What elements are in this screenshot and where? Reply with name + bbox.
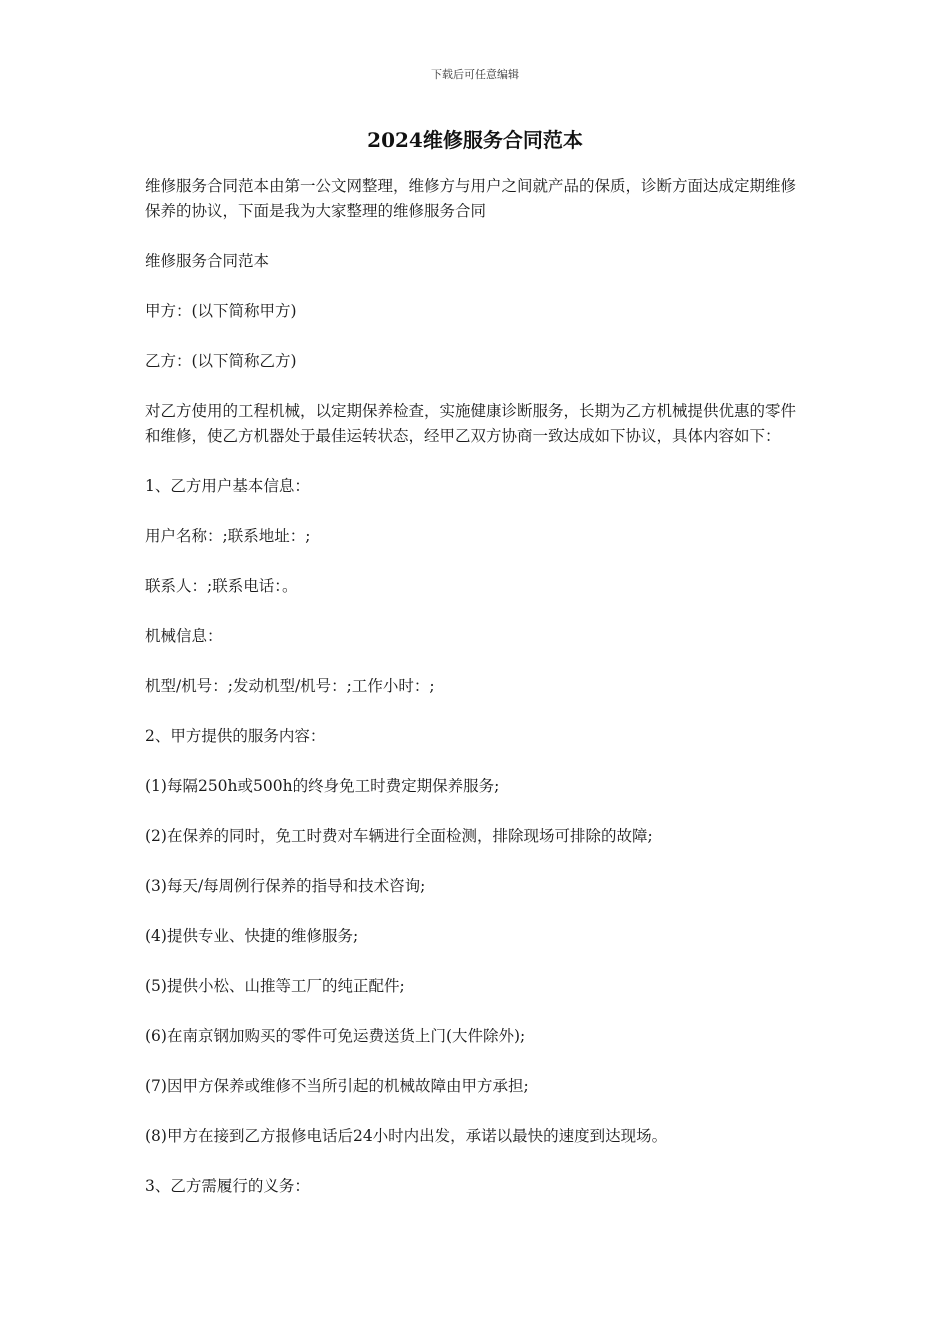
header-note: 下载后可任意编辑 [431, 68, 519, 81]
paragraph-party-a: 甲方：(以下简称甲方) [145, 302, 297, 320]
paragraph-user-name: 用户名称：;联系地址：; [145, 527, 311, 545]
paragraph-item-6: (6)在南京钢加购买的零件可免运费送货上门(大件除外); [145, 1027, 526, 1045]
paragraph-item-3: (3)每天/每周例行保养的指导和技术咨询; [145, 877, 426, 895]
paragraph-item-1: (1)每隔250h或500h的终身免工时费定期保养服务; [145, 777, 500, 795]
paragraph-contact: 联系人：;联系电话：。 [145, 577, 298, 595]
paragraph-item-2: (2)在保养的同时，免工时费对车辆进行全面检测，排除现场可排除的故障; [145, 827, 653, 845]
paragraph-item-8: (8)甲方在接到乙方报修电话后24小时内出发，承诺以最快的速度到达现场。 [145, 1127, 668, 1145]
paragraph-item-5: (5)提供小松、山推等工厂的纯正配件; [145, 977, 405, 995]
paragraph-section-3: 3、乙方需履行的义务： [145, 1177, 310, 1195]
paragraph-section-1: 1、乙方用户基本信息： [145, 477, 310, 495]
paragraph-machine-model: 机型/机号：;发动机型/机号：;工作小时：; [145, 677, 435, 695]
paragraph-item-7: (7)因甲方保养或维修不当所引起的机械故障由甲方承担; [145, 1077, 529, 1095]
document-body [145, 174, 800, 1224]
paragraph-subtitle: 维修服务合同范本 [145, 252, 270, 270]
paragraph-section-2: 2、甲方提供的服务内容： [145, 727, 326, 745]
paragraph-intro: 维修服务合同范本由第一公文网整理，维修方与用户之间就产品的保质，诊断方面达成定期维修保养的协议，下面是我为大家整理的维修服务合同 [145, 177, 797, 220]
paragraph-party-b: 乙方：(以下简称乙方) [145, 352, 297, 370]
paragraph-machine-info: 机械信息： [145, 627, 223, 645]
paragraph-preamble: 对乙方使用的工程机械，以定期保养检查，实施健康诊断服务，长期为乙方机械提供优惠的零件和维修，使乙方机器处于最佳运转状态，经甲乙双方协商一致达成如下协议，具体内容如下： [145, 402, 797, 445]
paragraph-item-4: (4)提供专业、快捷的维修服务; [145, 927, 359, 945]
document-title: 2024维修服务合同范本 [367, 128, 583, 152]
